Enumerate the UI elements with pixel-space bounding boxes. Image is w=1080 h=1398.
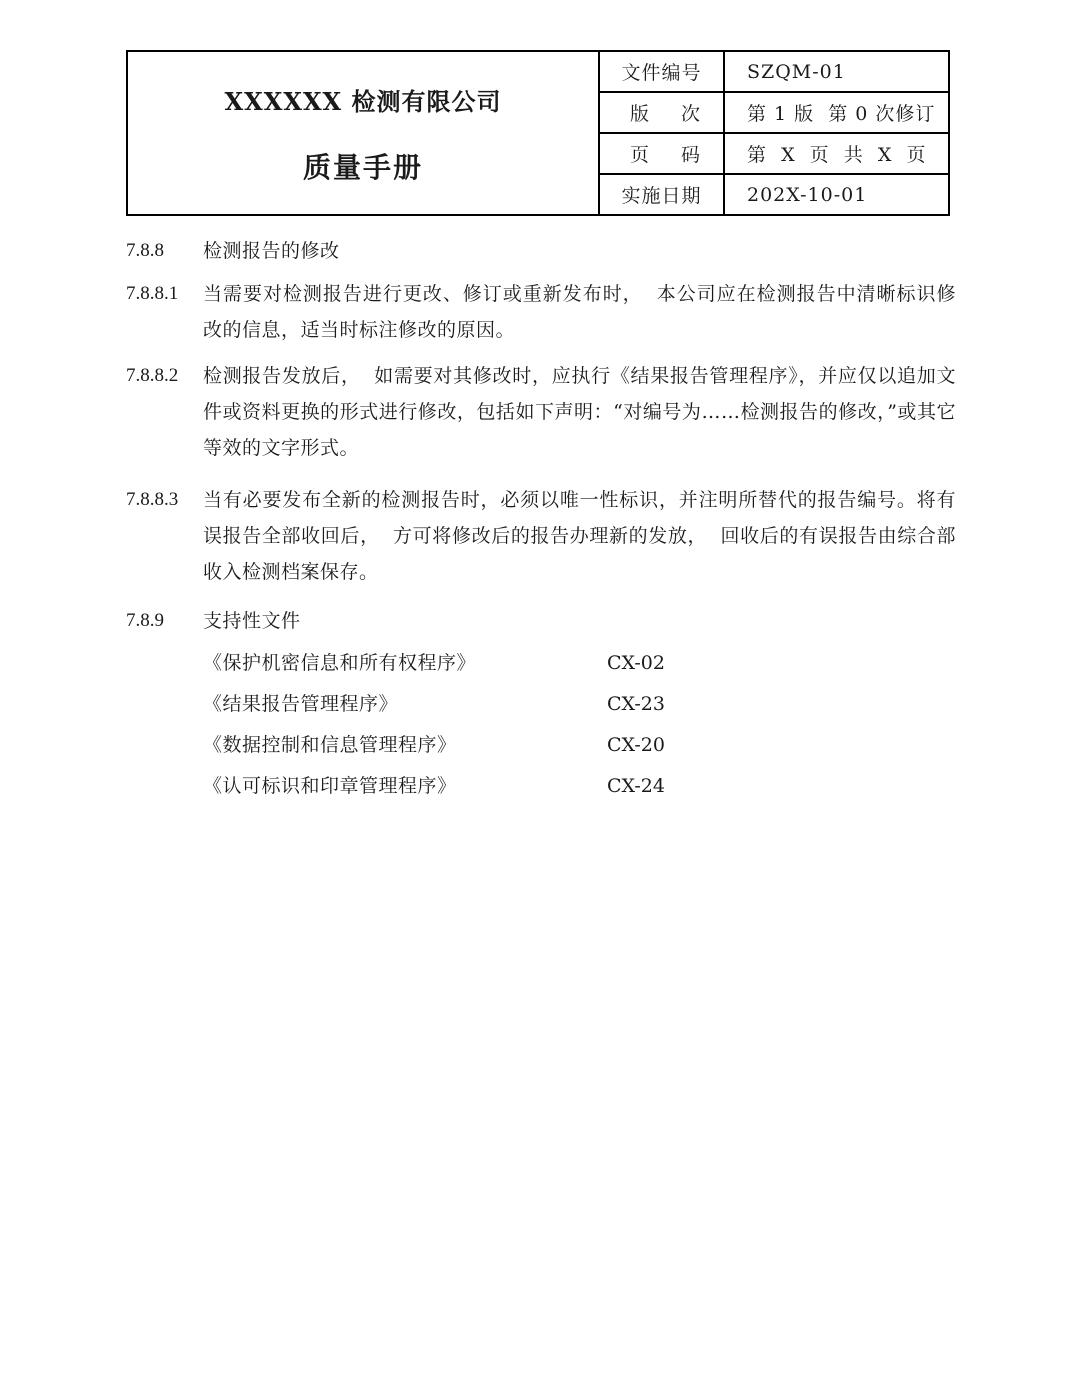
doc-code: CX-20 bbox=[607, 734, 665, 756]
meta-label-edition-b: 次 bbox=[680, 103, 701, 125]
meta-label-edition bbox=[600, 93, 725, 132]
section-7-8-8-3 bbox=[126, 482, 956, 590]
doc-name: 《保护机密信息和所有权程序》 bbox=[203, 652, 477, 674]
section-number: 7.8.9 bbox=[126, 610, 164, 631]
section-paragraph: 当需要对检测报告进行更改、修订或重新发布时， 本公司应在检测报告中清晰标识修改的信息，适当时标注修改的原因。 bbox=[203, 283, 956, 341]
section-7-8-8 bbox=[126, 233, 956, 269]
meta-label-effective-date: 实施日期 bbox=[600, 175, 725, 214]
section-7-8-8-1 bbox=[126, 276, 956, 348]
meta-row-edition bbox=[600, 93, 948, 134]
meta-value-file-number: SZQM-01 bbox=[747, 60, 846, 83]
document-title: 质量手册 bbox=[302, 151, 423, 184]
meta-label-file-number: 文件编号 bbox=[600, 52, 725, 91]
list-item bbox=[203, 643, 703, 684]
section-7-8-8-2 bbox=[126, 358, 956, 466]
meta-label-edition-a: 版 bbox=[630, 103, 651, 125]
doc-code: CX-02 bbox=[607, 652, 665, 674]
supporting-docs-list bbox=[203, 643, 703, 807]
list-item bbox=[203, 684, 703, 725]
doc-name: 《认可标识和印章管理程序》 bbox=[203, 775, 457, 797]
document-header-table bbox=[126, 50, 950, 216]
doc-name: 《数据控制和信息管理程序》 bbox=[203, 734, 457, 756]
section-paragraph: 当有必要发布全新的检测报告时，必须以唯一性标识，并注明所替代的报告编号。将有误报告全部收回后， 方可将修改后的报告办理新的发放， 回收后的有误报告由综合部收入检测档案保存。 bbox=[203, 489, 956, 583]
meta-label-page-b: 码 bbox=[680, 144, 701, 166]
section-heading: 支持性文件 bbox=[203, 610, 301, 632]
meta-value-edition: 第 1 版 第 0 次修订 bbox=[747, 103, 936, 125]
meta-row-effective-date bbox=[600, 175, 948, 214]
section-7-8-9 bbox=[126, 603, 956, 639]
section-number: 7.8.8.1 bbox=[126, 283, 179, 304]
meta-row-file-number bbox=[600, 52, 948, 93]
section-heading: 检测报告的修改 bbox=[203, 240, 340, 262]
meta-row-page bbox=[600, 134, 948, 175]
header-title-cell bbox=[128, 52, 600, 214]
meta-label-page-a: 页 bbox=[630, 144, 651, 166]
section-number: 7.8.8.2 bbox=[126, 365, 179, 386]
doc-name: 《结果报告管理程序》 bbox=[203, 693, 399, 715]
doc-code: CX-24 bbox=[607, 775, 665, 797]
section-number: 7.8.8.3 bbox=[126, 489, 179, 510]
list-item bbox=[203, 766, 703, 807]
list-item bbox=[203, 725, 703, 766]
meta-value-page: 第 X 页 共 X 页 bbox=[747, 144, 927, 166]
section-number: 7.8.8 bbox=[126, 240, 164, 261]
meta-label-page bbox=[600, 134, 725, 173]
header-meta-cells bbox=[600, 52, 948, 214]
company-name: XXXXXX 检测有限公司 bbox=[224, 87, 502, 116]
meta-value-effective-date: 202X-10-01 bbox=[747, 183, 868, 206]
doc-code: CX-23 bbox=[607, 693, 665, 715]
section-paragraph: 检测报告发放后， 如需要对其修改时，应执行《结果报告管理程序》，并应仅以追加文件或资料更换的形式进行修改，包括如下声明：“对编号为……检测报告的修改，”或其它等效的文字形式。 bbox=[203, 365, 956, 459]
